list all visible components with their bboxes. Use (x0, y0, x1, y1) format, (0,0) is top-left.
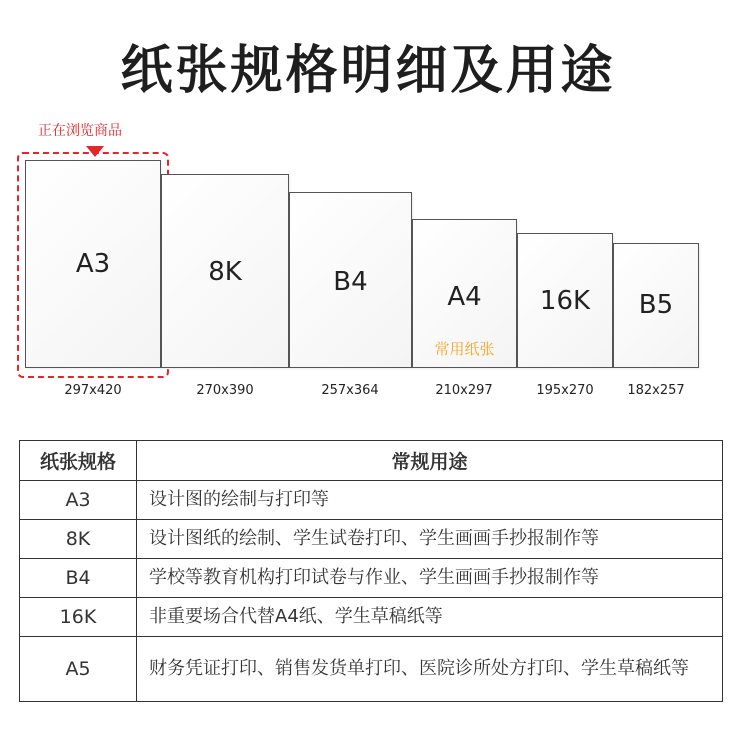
browsing-label: 正在浏览商品 (38, 123, 122, 139)
page-title: 纸张规格明细及用途 (120, 41, 616, 101)
size-cell: A3 (20, 481, 137, 520)
paper-a4 (412, 219, 517, 368)
usage-cell: 财务凭证打印、销售发货单打印、医院诊所处方打印、学生草稿纸等 (137, 637, 723, 702)
usage-table (19, 440, 723, 702)
paper-dimension: 182x257 (627, 383, 685, 398)
size-cell: 16K (20, 598, 137, 637)
header-size: 纸张规格 (20, 441, 137, 481)
paper-b5 (613, 243, 699, 368)
paper-label: B4 (333, 267, 368, 297)
common-paper-note: 常用纸张 (434, 340, 495, 358)
paper-a3 (25, 160, 161, 368)
paper-label: 8K (208, 257, 242, 287)
table-row (20, 520, 723, 559)
table-row (20, 481, 723, 520)
table-row (20, 598, 723, 637)
paper-dimension: 297x420 (64, 383, 122, 398)
paper-label: 16K (539, 286, 591, 316)
paper-dimension: 195x270 (536, 383, 594, 398)
paper-dimension: 257x364 (321, 383, 379, 398)
table-header-row (20, 441, 723, 481)
size-cell: A5 (20, 637, 137, 702)
paper-16k (517, 233, 613, 368)
paper-b4 (289, 192, 412, 368)
size-cell: B4 (20, 559, 137, 598)
table-row (20, 637, 723, 702)
paper-dimension: 270x390 (196, 383, 254, 398)
table-row (20, 559, 723, 598)
usage-cell: 设计图纸的绘制、学生试卷打印、学生画画手抄报制作等 (137, 520, 723, 559)
header-usage: 常规用途 (137, 441, 723, 481)
paper-8k (161, 174, 289, 368)
paper-label: A4 (447, 282, 482, 312)
paper-label: B5 (638, 290, 674, 320)
usage-cell: 非重要场合代替A4纸、学生草稿纸等 (137, 598, 723, 637)
usage-cell: 学校等教育机构打印试卷与作业、学生画画手抄报制作等 (137, 559, 723, 598)
usage-cell: 设计图的绘制与打印等 (137, 481, 723, 520)
paper-dimension: 210x297 (435, 383, 493, 398)
size-cell: 8K (20, 520, 137, 559)
paper-label: A3 (75, 249, 111, 279)
